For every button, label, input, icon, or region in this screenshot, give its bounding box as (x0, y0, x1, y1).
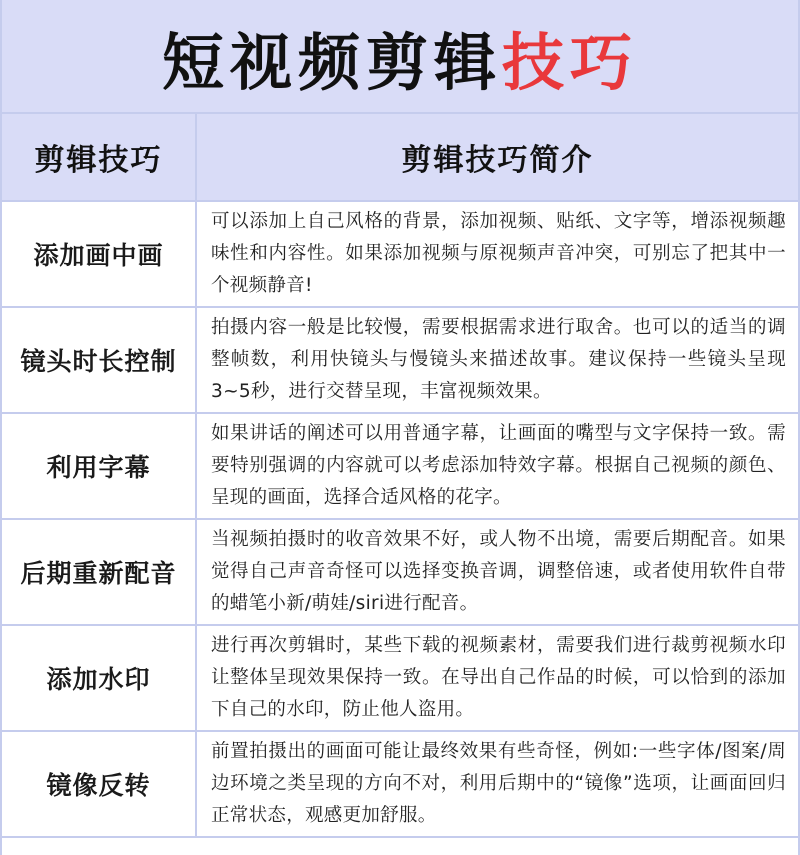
tip-desc: 进行再次剪辑时，某些下载的视频素材，需要我们进行裁剪视频水印让整体呈现效果保持一致。在导出自己作品的时候，可以恰到的添加下自己的水印，防止他人盗用。 (196, 625, 798, 731)
tip-desc: 如果讲话的阐述可以用普通字幕，让画面的嘴型与文字保持一致。需要特别强调的内容就可以考虑添加特效字幕。根据自己视频的颜色、呈现的画面，选择合适风格的花字。 (196, 413, 798, 519)
tip-desc: 前置拍摄出的画面可能让最终效果有些奇怪，例如:一些字体/图案/周边环境之类呈现的方向不对，利用后期中的“镜像”选项，让画面回归正常状态，观感更加舒服。 (196, 731, 798, 837)
tip-desc: 当视频拍摄时的收音效果不好，或人物不出境，需要后期配音。如果觉得自己声音奇怪可以选择变换音调，调整倍速，或者使用软件自带的蜡笔小新/萌娃/siri进行配音。 (196, 519, 798, 625)
tip-desc: 拍摄内容一般是比较慢，需要根据需求进行取舍。也可以的适当的调整帧数，利用快镜头与慢镜头来描述故事。建议保持一些镜头呈现3~5秒，进行交替呈现，丰富视频效果。 (196, 307, 798, 413)
table-row (2, 625, 798, 731)
table-header-row (2, 114, 798, 201)
table-row (2, 519, 798, 625)
tips-table (2, 114, 798, 838)
header-name: 剪辑技巧 (2, 114, 196, 201)
table-row (2, 731, 798, 837)
title-main: 短视频剪辑 (161, 25, 502, 99)
table-row (2, 413, 798, 519)
page-title (2, 0, 798, 114)
tip-name: 添加水印 (2, 625, 196, 731)
header-desc: 剪辑技巧简介 (196, 114, 798, 201)
tip-name: 添加画中画 (2, 201, 196, 307)
tip-name: 后期重新配音 (2, 519, 196, 625)
title-highlight: 技巧 (502, 25, 639, 99)
tip-desc: 可以添加上自己风格的背景，添加视频、贴纸、文字等，增添视频趣味性和内容性。如果添加视频与原视频声音冲突，可别忘了把其中一个视频静音! (196, 201, 798, 307)
table-row (2, 307, 798, 413)
tip-name: 利用字幕 (2, 413, 196, 519)
table-row (2, 201, 798, 307)
tip-name: 镜头时长控制 (2, 307, 196, 413)
tip-name: 镜像反转 (2, 731, 196, 837)
